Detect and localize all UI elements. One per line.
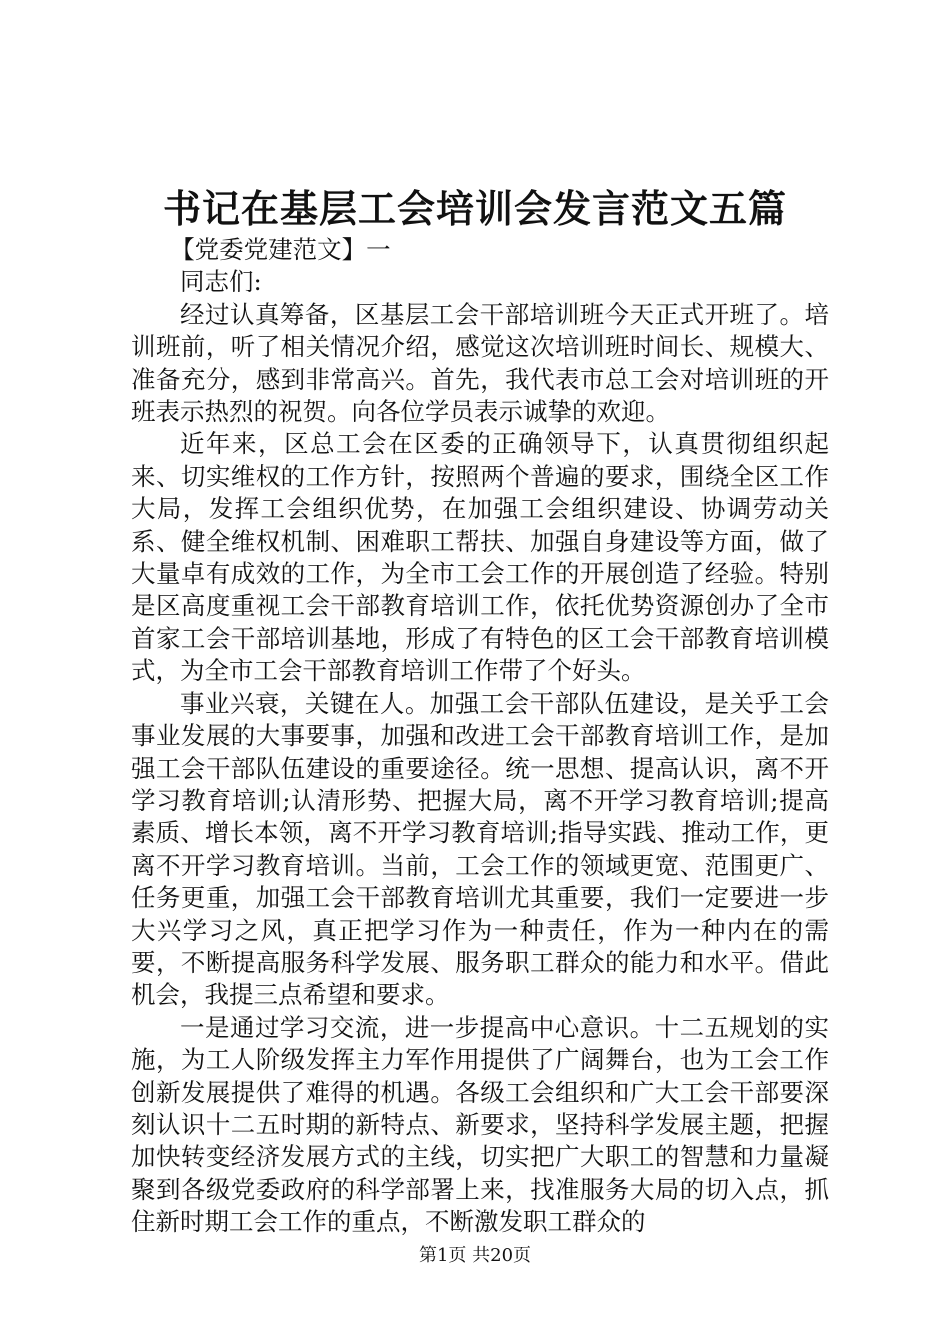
document-title: 书记在基层工会培训会发言范文五篇 [162,186,787,231]
document-body [131,234,829,1239]
paragraph-achievements: 近年来，区总工会在区委的正确领导下，认真贯彻组织起来、切实维权的工作方针，按照两个普遍的要求，围绕全区工作大局，发挥工会组织优势，在加强工会组织建设、协调劳动关系、健全维权机制、困难职工帮扶、加强自身建设等方面，做了大量卓有成效的工作，为全市工会工作的开展创造了经验。特别是区高度重视工会干部教育培训工作，依托优势资源创办了全市首家工会干部培训基地，形成了有特色的区工会干部教育培训模式，为全市工会干部教育培训工作带了个好头。 [131,429,829,686]
paragraph-point-one: 一是通过学习交流，进一步提高中心意识。十二五规划的实施，为工人阶级发挥主力军作用提供了广阔舞台，也为工会工作创新发展提供了难得的机遇。各级工会组织和广大工会干部要深刻认识十二五时期的新特点、新要求，坚持科学发展主题，把握加快转变经济发展方式的主线，切实把广大职工的智慧和力量凝聚到各级党委政府的科学部署上来，找准服务大局的切入点，抓住新时期工会工作的重点，不断激发职工群众的 [131,1012,829,1237]
category-tag-line: 【党委党建范文】一 [170,235,391,264]
salutation: 同志们: [180,267,262,297]
paragraph-opening: 经过认真筹备，区基层工会干部培训班今天正式开班了。培训班前，听了相关情况介绍，感觉这次培训班时间长、规模大、准备充分，感到非常高兴。首先，我代表市总工会对培训班的开班表示热烈的祝贺。向各位学员表示诚挚的欢迎。 [131,299,829,427]
paragraph-cadre-building: 事业兴衰，关键在人。加强工会干部队伍建设，是关乎工会事业发展的大事要事，加强和改进工会干部教育培训工作，是加强工会干部队伍建设的重要途径。统一思想、提高认识，离不开学习教育培训;认清形势、把握大局，离不开学习教育培训;提高素质、增长本领，离不开学习教育培训;指导实践、推动工作，更离不开学习教育培训。当前，工会工作的领域更宽、范围更广、任务更重，加强工会干部教育培训尤其重要，我们一定要进一步大兴学习之风，真正把学习作为一种责任，作为一种内在的需要，不断提高服务科学发展、服务职工群众的能力和水平。借此机会，我提三点希望和要求。 [131,688,829,1010]
page-footer: 第1页 共20页 [418,1245,532,1266]
